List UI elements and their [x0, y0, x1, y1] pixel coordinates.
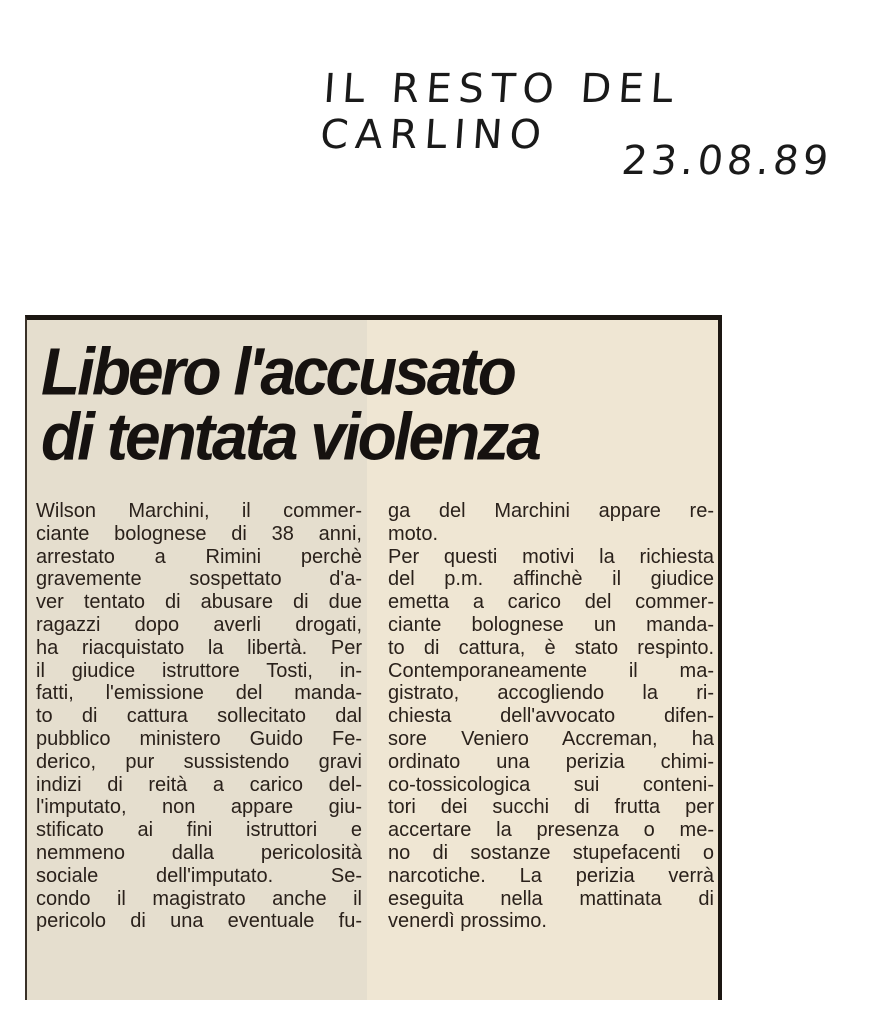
article-text-line: indizi di reità a carico del- [36, 773, 362, 796]
headline-line-1: Libero l'accusato [41, 333, 514, 410]
article-column-2 [388, 500, 714, 933]
article-text-line: tori dei succhi di frutta per [388, 796, 714, 819]
article-text-line: pubblico ministero Guido Fe- [36, 727, 362, 750]
article-text-line: pericolo di una eventuale fu- [36, 910, 362, 933]
article-text-line: condo il magistrato anche il [36, 887, 362, 910]
article-text-line: fatti, l'emissione del manda- [36, 682, 362, 705]
headline [41, 333, 539, 475]
article-text-line: narcotiche. La perizia verrà [388, 864, 714, 887]
handwritten-newspaper-name: IL RESTO DEL CARLINO [318, 66, 682, 158]
article-text-line: emetta a carico del commer- [388, 591, 714, 614]
article-text-line: ga del Marchini appare re- [388, 500, 714, 522]
article-text-line: gravemente sospettato d'a- [36, 568, 362, 591]
article-text-line: to di cattura, è stato respinto. [388, 636, 714, 659]
article-text-line: Contemporaneamente il ma- [388, 659, 714, 682]
article-text-line: to di cattura sollecitato dal [36, 705, 362, 728]
article-text-line: ver tentato di abusare di due [36, 591, 362, 614]
article-text-line: sore Veniero Accreman, ha [388, 727, 714, 750]
article-text-line: accertare la presenza o me- [388, 819, 714, 842]
article-text-line: del p.m. affinchè il giudice [388, 568, 714, 591]
article-text-line: co-tossicologica sui conteni- [388, 773, 714, 796]
article-text-line: ciante bolognese di 38 anni, [36, 522, 362, 545]
article-text-line: no di sostanze stupefacenti o [388, 841, 714, 864]
article-text-line: nemmeno dalla pericolosità [36, 841, 362, 864]
article-text-line: chiesta dell'avvocato difen- [388, 705, 714, 728]
article-text-line: moto. [388, 522, 439, 545]
article-text-line: derico, pur sussistendo gravi [36, 750, 362, 773]
article-text-line: stificato ai fini istruttori e [36, 819, 362, 842]
article-text-line: l'imputato, non appare giu- [36, 796, 362, 819]
article-text-line: Wilson Marchini, il commer- [36, 500, 362, 522]
article-text-line: Per questi motivi la richiesta [388, 545, 714, 568]
article-text-line: arrestato a Rimini perchè [36, 545, 362, 568]
article-text-line: ha riacquistato la libertà. Per [36, 636, 362, 659]
article-text-line: ragazzi dopo averli drogati, [36, 613, 362, 636]
article-text-line: gistrato, accogliendo la ri- [388, 682, 714, 705]
article-text-line: ordinato una perizia chimi- [388, 750, 714, 773]
article-column-1 [36, 500, 362, 933]
headline-line-2: di tentata violenza [41, 398, 539, 475]
handwritten-date: 23.08.89 [619, 138, 835, 184]
article-text-line: ciante bolognese un manda- [388, 613, 714, 636]
article-text-line: il giudice istruttore Tosti, in- [36, 659, 362, 682]
article-text-line: eseguita nella mattinata di [388, 887, 714, 910]
article-text-line: sociale dell'imputato. Se- [36, 864, 362, 887]
article-text-line: venerdì prossimo. [388, 910, 547, 933]
newspaper-clipping [25, 315, 722, 1000]
